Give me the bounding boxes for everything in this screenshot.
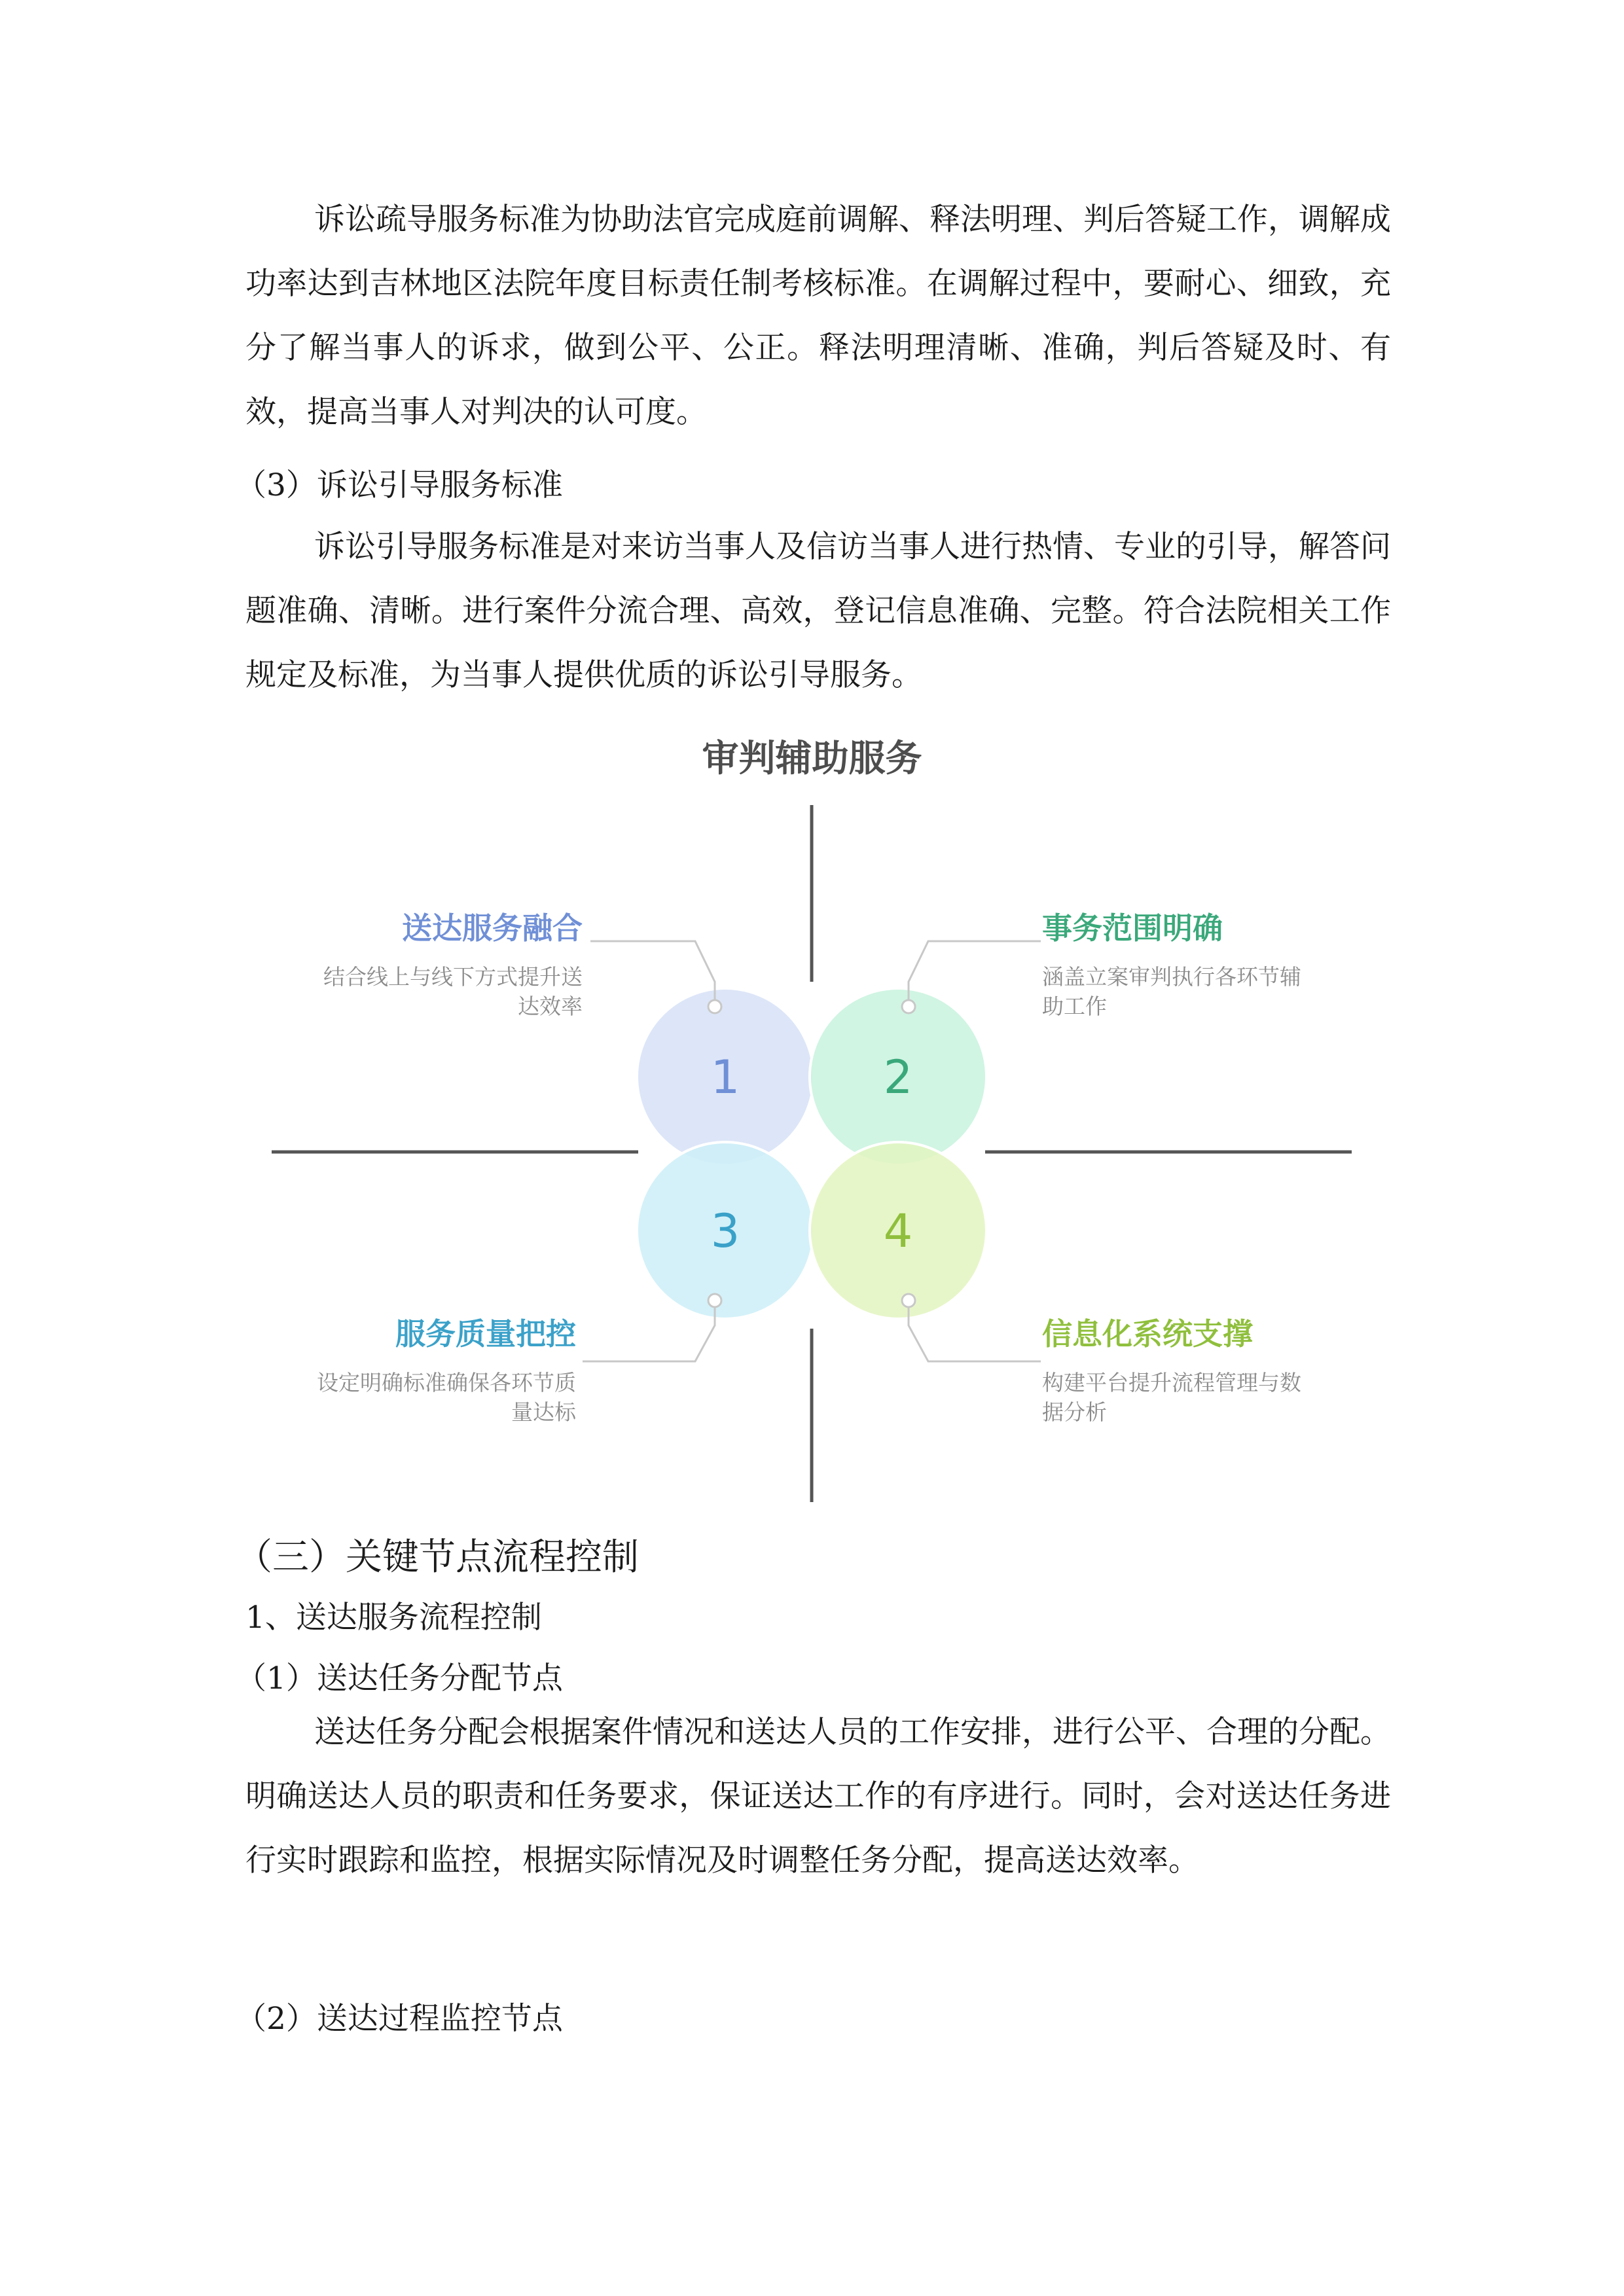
quadrant-4-desc: 构建平台提升流程管理与数据分析: [1042, 1370, 1301, 1425]
quadrant-4-title: 信息化系统支撑: [1042, 1316, 1253, 1352]
figure-title: 审判辅助服务: [702, 738, 922, 780]
number-1: 1: [710, 1050, 740, 1104]
paragraph-litigation-mediation: 诉讼疏导服务标准为协助法官完成庭前调解、释法明理、判后答疑工作，调解成功率达到吉林地区法院年度目标责任制考核标准。在调解过程中，要耐心、细致，充分了解当事人的诉求，做到公平、公正。释法明理清晰、准确，判后答疑及时、有效，提高当事人对判决的认可度。: [245, 202, 1391, 430]
figure-graphics: [0, 707, 1624, 1518]
heading-key-node-control: （三）关键节点流程控制: [236, 1536, 639, 1579]
paragraph-litigation-guidance: 诉讼引导服务标准是对来访当事人及信访当事人进行热情、专业的引导，解答问题准确、清晰。进行案件分流合理、高效，登记信息准确、完整。符合法院相关工作规定及标准，为当事人提供优质的诉讼引导服务。: [245, 529, 1391, 693]
heading-process-monitoring: （2）送达过程监控节点: [236, 2001, 563, 2037]
quadrant-3-desc: 设定明确标准确保各环节质量达标: [317, 1370, 576, 1425]
number-4: 4: [883, 1204, 913, 1258]
heading-delivery-control: 1、送达服务流程控制: [245, 1600, 542, 1636]
quadrant-1-desc: 结合线上与线下方式提升送达效率: [323, 964, 583, 1019]
quadrant-1-title: 送达服务融合: [402, 910, 583, 946]
connector-dot-4: [902, 1294, 915, 1307]
connector-dot-2: [902, 1000, 915, 1013]
paragraph-task-assignment: 送达任务分配会根据案件情况和送达人员的工作安排，进行公平、合理的分配。明确送达人员的职责和任务要求，保证送达工作的有序进行。同时，会对送达任务进行实时跟踪和监控，根据实际情况及时调整任务分配，提高送达效率。: [245, 1714, 1391, 1878]
connector-dot-3: [708, 1294, 721, 1307]
quadrant-2-title: 事务范围明确: [1042, 910, 1223, 946]
connector-dot-1: [708, 1000, 721, 1013]
quadrant-2-desc: 涵盖立案审判执行各环节辅助工作: [1042, 964, 1301, 1019]
quadrant-3-title: 服务质量把控: [395, 1316, 576, 1352]
trial-assistance-figure: [0, 707, 1624, 1518]
number-2: 2: [883, 1050, 913, 1104]
heading-task-assignment: （1）送达任务分配节点: [236, 1660, 563, 1696]
number-3: 3: [710, 1204, 740, 1258]
heading-litigation-guidance: （3）诉讼引导服务标准: [236, 467, 563, 503]
